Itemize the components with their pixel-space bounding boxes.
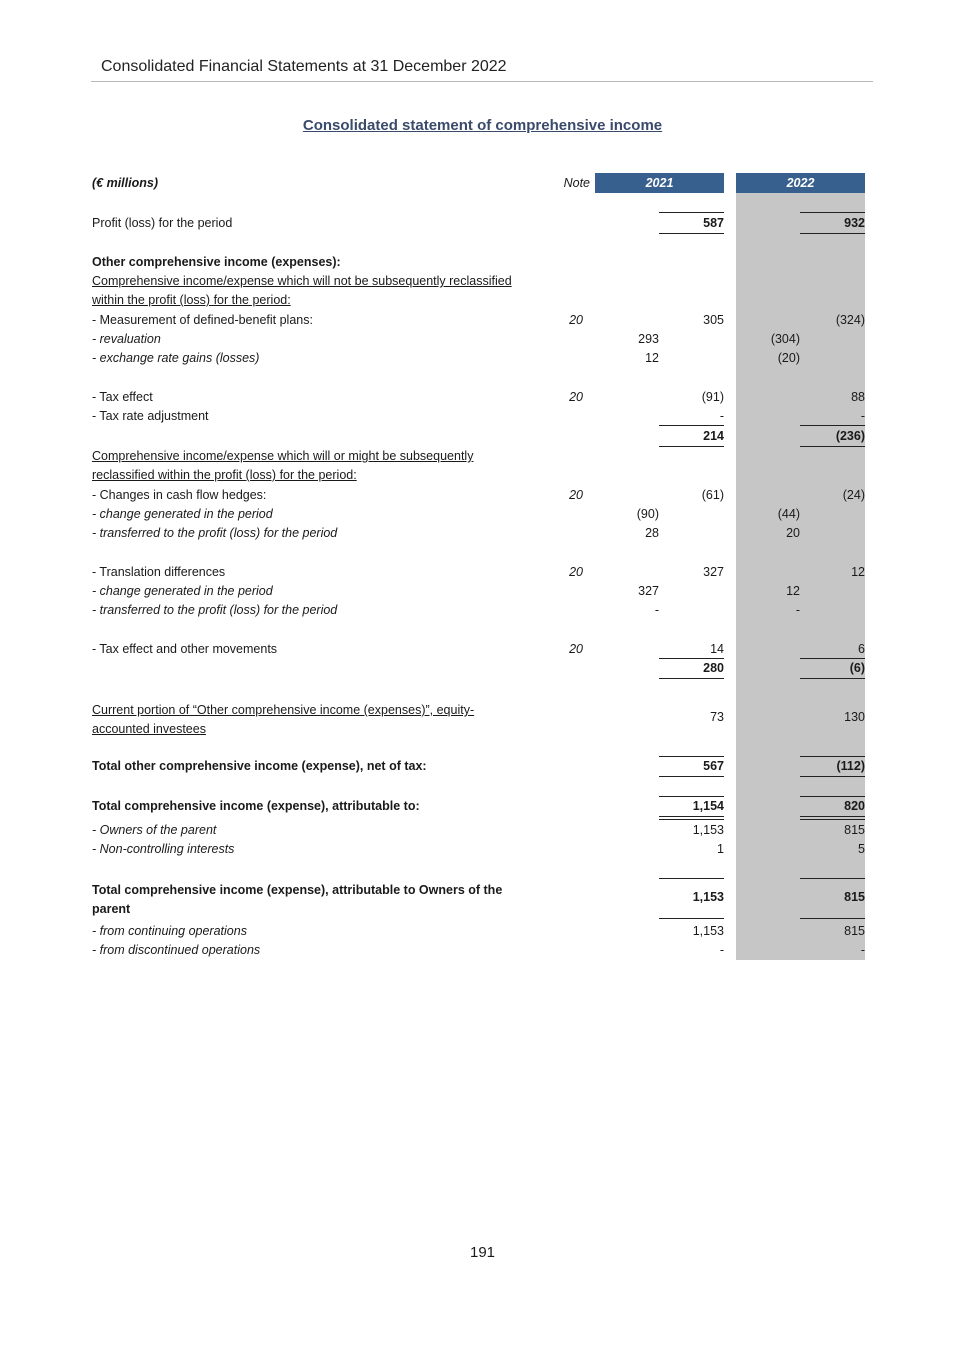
table-row xyxy=(0,699,965,739)
rule xyxy=(659,212,724,213)
subtotal-2021: 214 xyxy=(703,429,724,443)
row-label: Total other comprehensive income (expense), net of tax: xyxy=(92,759,427,773)
double-rule xyxy=(800,816,865,820)
row-label: - revaluation xyxy=(92,332,161,346)
year-2022-header: 2022 xyxy=(736,173,865,193)
value-2022: (324) xyxy=(835,313,865,327)
note-ref: 20 xyxy=(569,488,583,502)
rule xyxy=(800,918,865,919)
row-label: - Translation differences xyxy=(92,565,226,579)
rule xyxy=(800,776,865,777)
page-number: 191 xyxy=(469,1244,496,1261)
sub-value-2022: 20 xyxy=(786,526,800,540)
value-2022: 932 xyxy=(844,216,865,230)
table-row xyxy=(0,349,965,368)
row-label: - Tax effect xyxy=(92,390,153,404)
value-2022: 130 xyxy=(844,710,865,724)
table-row xyxy=(0,922,965,941)
value-2021: - xyxy=(719,943,724,957)
table-row xyxy=(0,253,965,272)
value-2022: 12 xyxy=(851,565,865,579)
table-row xyxy=(0,840,965,859)
total-2022: 815 xyxy=(844,890,865,904)
value-2022: - xyxy=(860,409,865,423)
value-2022: (24) xyxy=(842,488,865,502)
sub-value-2021: (90) xyxy=(636,507,659,521)
table-row xyxy=(0,524,965,543)
value-2022: - xyxy=(860,943,865,957)
total-2021: 1,154 xyxy=(692,799,724,813)
table-row xyxy=(0,330,965,349)
subsection-heading: Comprehensive income/expense which will or might be subsequently xyxy=(92,449,474,463)
sub-value-2022: 12 xyxy=(786,584,800,598)
section-heading: Other comprehensive income (expenses): xyxy=(92,255,341,269)
value-2021: 14 xyxy=(710,642,724,656)
row-label: - change generated in the period xyxy=(92,584,273,598)
sub-value-2022: (20) xyxy=(777,351,800,365)
header-divider xyxy=(91,81,873,82)
rule xyxy=(800,212,865,213)
table-row xyxy=(0,214,965,233)
row-label: - exchange rate gains (losses) xyxy=(92,351,260,365)
table-row xyxy=(0,640,965,659)
rule xyxy=(659,776,724,777)
total-2021: 567 xyxy=(703,759,724,773)
value-2022: 815 xyxy=(844,924,865,938)
total-2022: 820 xyxy=(844,799,865,813)
table-row xyxy=(0,407,965,426)
table-row xyxy=(0,941,965,960)
table-row xyxy=(0,582,965,601)
row-label: Total comprehensive income (expense), attributable to Owners of the parent xyxy=(92,883,503,916)
table-row xyxy=(0,757,965,776)
note-column-header: Note xyxy=(563,176,590,190)
row-label: - Changes in cash flow hedges: xyxy=(92,488,267,502)
value-2022: 815 xyxy=(844,823,865,837)
row-label: - Measurement of defined-benefit plans: xyxy=(92,313,313,327)
row-label: - Owners of the parent xyxy=(92,823,217,837)
table-row xyxy=(0,291,965,310)
table-row xyxy=(0,659,965,678)
unit-label: (€ millions) xyxy=(92,176,158,190)
sub-value-2021: 12 xyxy=(645,351,659,365)
row-label: - from discontinued operations xyxy=(92,943,261,957)
total-2022: (112) xyxy=(836,759,865,773)
subsection-heading: reclassified within the profit (loss) for the period: xyxy=(92,468,357,482)
row-label: - Tax effect and other movements xyxy=(92,642,278,656)
table-row xyxy=(0,466,965,485)
subsection-heading: within the profit (loss) for the period: xyxy=(92,293,291,307)
rule xyxy=(659,918,724,919)
value-2021: 1,153 xyxy=(692,823,724,837)
total-2021: 1,153 xyxy=(692,890,724,904)
subtotal-2021: 280 xyxy=(703,661,724,675)
value-2022: 88 xyxy=(851,390,865,404)
row-label: - Tax rate adjustment xyxy=(92,409,209,423)
sub-value-2022: (304) xyxy=(770,332,800,346)
note-ref: 20 xyxy=(569,565,583,579)
value-2022: 5 xyxy=(858,842,865,856)
table-row xyxy=(0,311,965,330)
subtotal-2022: (236) xyxy=(835,429,865,443)
value-2021: (91) xyxy=(701,390,724,404)
value-2022: 6 xyxy=(858,642,865,656)
sub-value-2021: 327 xyxy=(638,584,659,598)
rule xyxy=(659,678,724,679)
note-ref: 20 xyxy=(569,642,583,656)
table-row xyxy=(0,486,965,505)
value-2021: 587 xyxy=(703,216,724,230)
value-2021: 73 xyxy=(710,710,724,724)
table-row xyxy=(0,505,965,524)
year-2021-header: 2021 xyxy=(595,173,724,193)
value-2021: (61) xyxy=(701,488,724,502)
value-2021: 1 xyxy=(717,842,724,856)
table-row xyxy=(0,601,965,620)
row-label: Total comprehensive income (expense), attributable to: xyxy=(92,799,420,813)
value-2021: - xyxy=(719,409,724,423)
value-2021: 305 xyxy=(703,313,724,327)
table-row xyxy=(0,388,965,407)
row-label: - transferred to the profit (loss) for the period xyxy=(92,526,338,540)
rule xyxy=(800,678,865,679)
table-row xyxy=(0,272,965,291)
value-2021: 1,153 xyxy=(692,924,724,938)
row-label: Profit (loss) for the period xyxy=(92,216,233,230)
row-label: - transferred to the profit (loss) for the period xyxy=(92,603,338,617)
subsection-heading: Comprehensive income/expense which will not be subsequently reclassified xyxy=(92,274,512,288)
row-label: Current portion of “Other comprehensive income (expenses)”, equity- accounted investees xyxy=(92,703,475,736)
table-row xyxy=(0,447,965,466)
table-row xyxy=(0,821,965,840)
table-row xyxy=(0,797,965,816)
sub-value-2021: 293 xyxy=(638,332,659,346)
subtotal-2022: (6) xyxy=(849,661,865,675)
rule xyxy=(659,233,724,234)
value-2021: 327 xyxy=(703,565,724,579)
row-label: - from continuing operations xyxy=(92,924,247,938)
note-ref: 20 xyxy=(569,390,583,404)
table-row xyxy=(0,879,965,919)
sub-value-2021: - xyxy=(654,603,659,617)
page-header: Consolidated Financial Statements at 31 December 2022 xyxy=(101,58,507,75)
sub-value-2021: 28 xyxy=(645,526,659,540)
table-row xyxy=(0,563,965,582)
sub-value-2022: (44) xyxy=(777,507,800,521)
rule xyxy=(659,425,724,426)
table-row xyxy=(0,427,965,446)
statement-title: Consolidated statement of comprehensive income xyxy=(302,117,663,134)
rule xyxy=(800,233,865,234)
sub-value-2022: - xyxy=(795,603,800,617)
note-ref: 20 xyxy=(569,313,583,327)
double-rule xyxy=(659,816,724,820)
rule xyxy=(800,425,865,426)
row-label: - change generated in the period xyxy=(92,507,273,521)
row-label: - Non-controlling interests xyxy=(92,842,235,856)
